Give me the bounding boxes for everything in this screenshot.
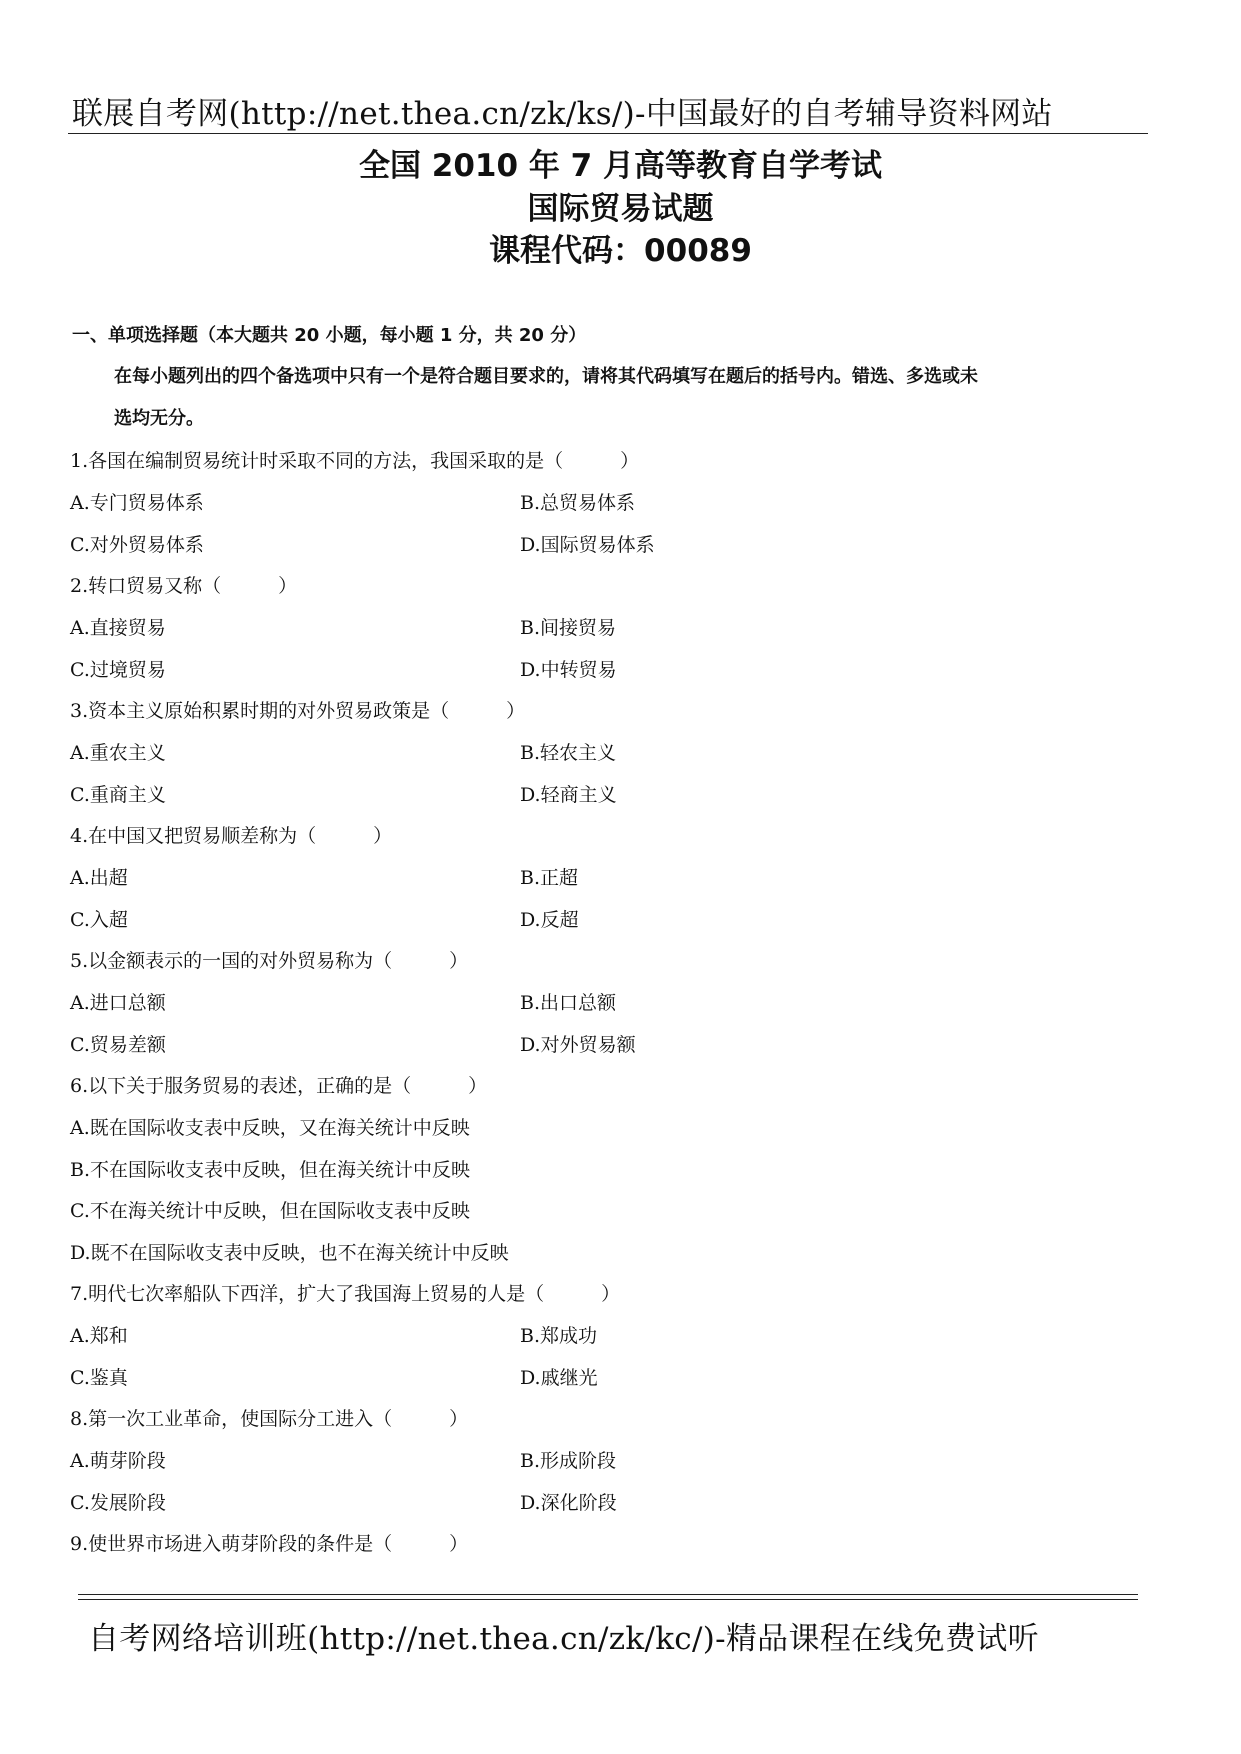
option-a: A.郑和: [70, 1325, 128, 1347]
exam-title: 全国 2010 年 7 月高等教育自学考试: [358, 148, 883, 184]
option-c: C.贸易差额: [70, 1034, 166, 1056]
option-d: D.深化阶段: [520, 1492, 617, 1514]
footer-divider: [78, 1599, 1138, 1600]
question-stem: 6.以下关于服务贸易的表述，正确的是（ ）: [70, 1075, 488, 1097]
option-c: C.入超: [70, 909, 128, 931]
option-b: B.郑成功: [520, 1325, 598, 1347]
option-a: A.专门贸易体系: [70, 492, 204, 514]
option-b: B.出口总额: [520, 992, 617, 1014]
option-d: D.既不在国际收支表中反映，也不在海关统计中反映: [70, 1242, 509, 1264]
option-a: A.进口总额: [70, 992, 166, 1014]
option-b: B.轻农主义: [520, 742, 617, 764]
option-a: A.出超: [70, 867, 128, 889]
page-footer: 自考网络培训班(http://net.thea.cn/zk/kc/)-精品课程在线免费试听: [88, 1621, 1039, 1657]
question-stem: 5.以金额表示的一国的对外贸易称为（ ）: [70, 950, 469, 972]
section-heading: 一、单项选择题（本大题共 20 小题，每小题 1 分，共 20 分）: [72, 325, 587, 346]
header-divider: [68, 133, 1148, 134]
option-d: D.反超: [520, 909, 579, 931]
question-stem: 9.使世界市场进入萌芽阶段的条件是（ ）: [70, 1533, 469, 1555]
question-stem: 2.转口贸易又称（ ）: [70, 575, 298, 597]
option-c: C.重商主义: [70, 784, 166, 806]
option-b: B.不在国际收支表中反映，但在海关统计中反映: [70, 1159, 471, 1181]
section-instruction: 在每小题列出的四个备选项中只有一个是符合题目要求的，请将其代码填写在题后的括号内。错选、多选或未: [114, 366, 978, 387]
exam-subject: 国际贸易试题: [527, 191, 714, 227]
question-stem: 3.资本主义原始积累时期的对外贸易政策是（ ）: [70, 700, 526, 722]
option-c: C.鉴真: [70, 1367, 128, 1389]
option-a: A.既在国际收支表中反映，又在海关统计中反映: [70, 1117, 470, 1139]
option-a: A.萌芽阶段: [70, 1450, 166, 1472]
option-a: A.直接贸易: [70, 617, 166, 639]
course-code: 课程代码：00089: [489, 233, 752, 269]
option-d: D.对外贸易额: [520, 1034, 636, 1056]
option-d: D.轻商主义: [520, 784, 617, 806]
option-b: B.间接贸易: [520, 617, 617, 639]
option-c: C.过境贸易: [70, 659, 166, 681]
option-b: B.形成阶段: [520, 1450, 617, 1472]
page-header: 联展自考网(http://net.thea.cn/zk/ks/)-中国最好的自考辅导资料网站: [72, 96, 1053, 132]
footer-divider: [78, 1594, 1138, 1595]
question-stem: 8.第一次工业革命，使国际分工进入（ ）: [70, 1408, 469, 1430]
option-d: D.戚继光: [520, 1367, 598, 1389]
option-a: A.重农主义: [70, 742, 166, 764]
option-b: B.总贸易体系: [520, 492, 636, 514]
question-stem: 7.明代七次率船队下西洋，扩大了我国海上贸易的人是（ ）: [70, 1283, 621, 1305]
option-d: D.中转贸易: [520, 659, 617, 681]
option-b: B.正超: [520, 867, 579, 889]
option-c: C.对外贸易体系: [70, 534, 204, 556]
option-d: D.国际贸易体系: [520, 534, 655, 556]
question-stem: 1.各国在编制贸易统计时采取不同的方法，我国采取的是（ ）: [70, 450, 640, 472]
question-stem: 4.在中国又把贸易顺差称为（ ）: [70, 825, 393, 847]
option-c: C.不在海关统计中反映，但在国际收支表中反映: [70, 1200, 470, 1222]
option-c: C.发展阶段: [70, 1492, 166, 1514]
section-instruction: 选均无分。: [114, 408, 204, 429]
